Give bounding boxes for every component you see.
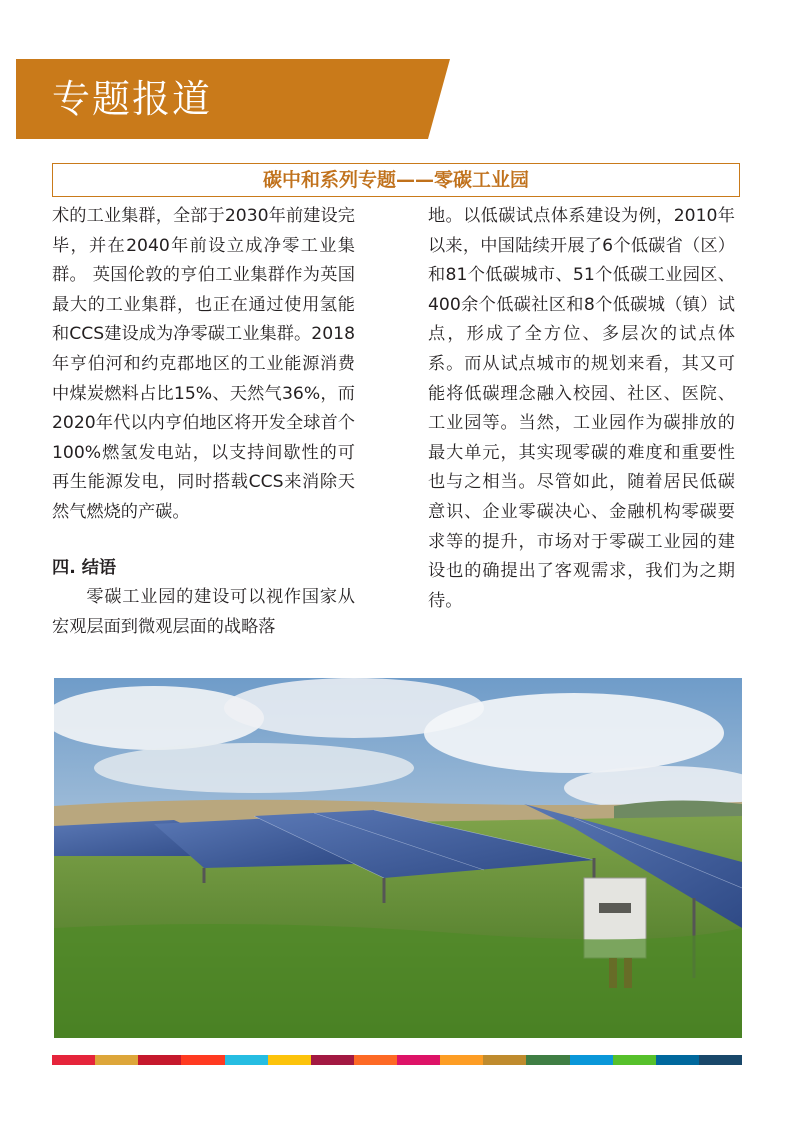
conclusion-heading: 四. 结语	[52, 557, 117, 578]
left-column	[52, 202, 355, 642]
section-banner	[16, 59, 450, 139]
sdg-color-bar	[52, 1055, 742, 1065]
section-title: 专题报道	[52, 77, 213, 121]
right-column	[428, 202, 735, 616]
solar-panel-photo	[54, 678, 742, 1038]
series-title: 碳中和系列专题——零碳工业园	[52, 163, 740, 197]
left-paragraph-2: 零碳工业园的建设可以视作国家从宏观层面到微观层面的战略落	[52, 587, 355, 637]
right-paragraph-1: 地。以低碳试点体系建设为例，2010年以来，中国陆续开展了6个低碳省（区）和81个低碳城市、51个低碳工业园区、400余个低碳社区和8个低碳城（镇）试点，形成了全方位、多层次的试点体系。而从试点城市的规划来看，其又可能将低碳理念融入校园、社区、医院、工业园等。当然，工业园作为碳排放的最大单元，其实现零碳的难度和重要性也与之相当。尽管如此，随着居民低碳意识、企业零碳决心、金融机构零碳要求等的提升，市场对于零碳工业园的建设也的确提出了客观需求，我们为之期待。	[428, 206, 735, 611]
left-paragraph-1: 术的工业集群，全部于2030年前建设完毕，并在2040年前设立成净零工业集群。 英国伦敦的亨伯工业集群作为英国最大的工业集群，也正在通过使用氢能和CCS建设成为净零碳工业集群。2018年亨伯河和约克郡地区的工业能源消费中煤炭燃料占比15%、天然气36%，而2020年代以内亨伯地区将开发全球首个100%燃氢发电站，以支持间歇性的可再生能源发电，同时搭载CCS来消除天然气燃烧的产碳。	[52, 206, 355, 522]
